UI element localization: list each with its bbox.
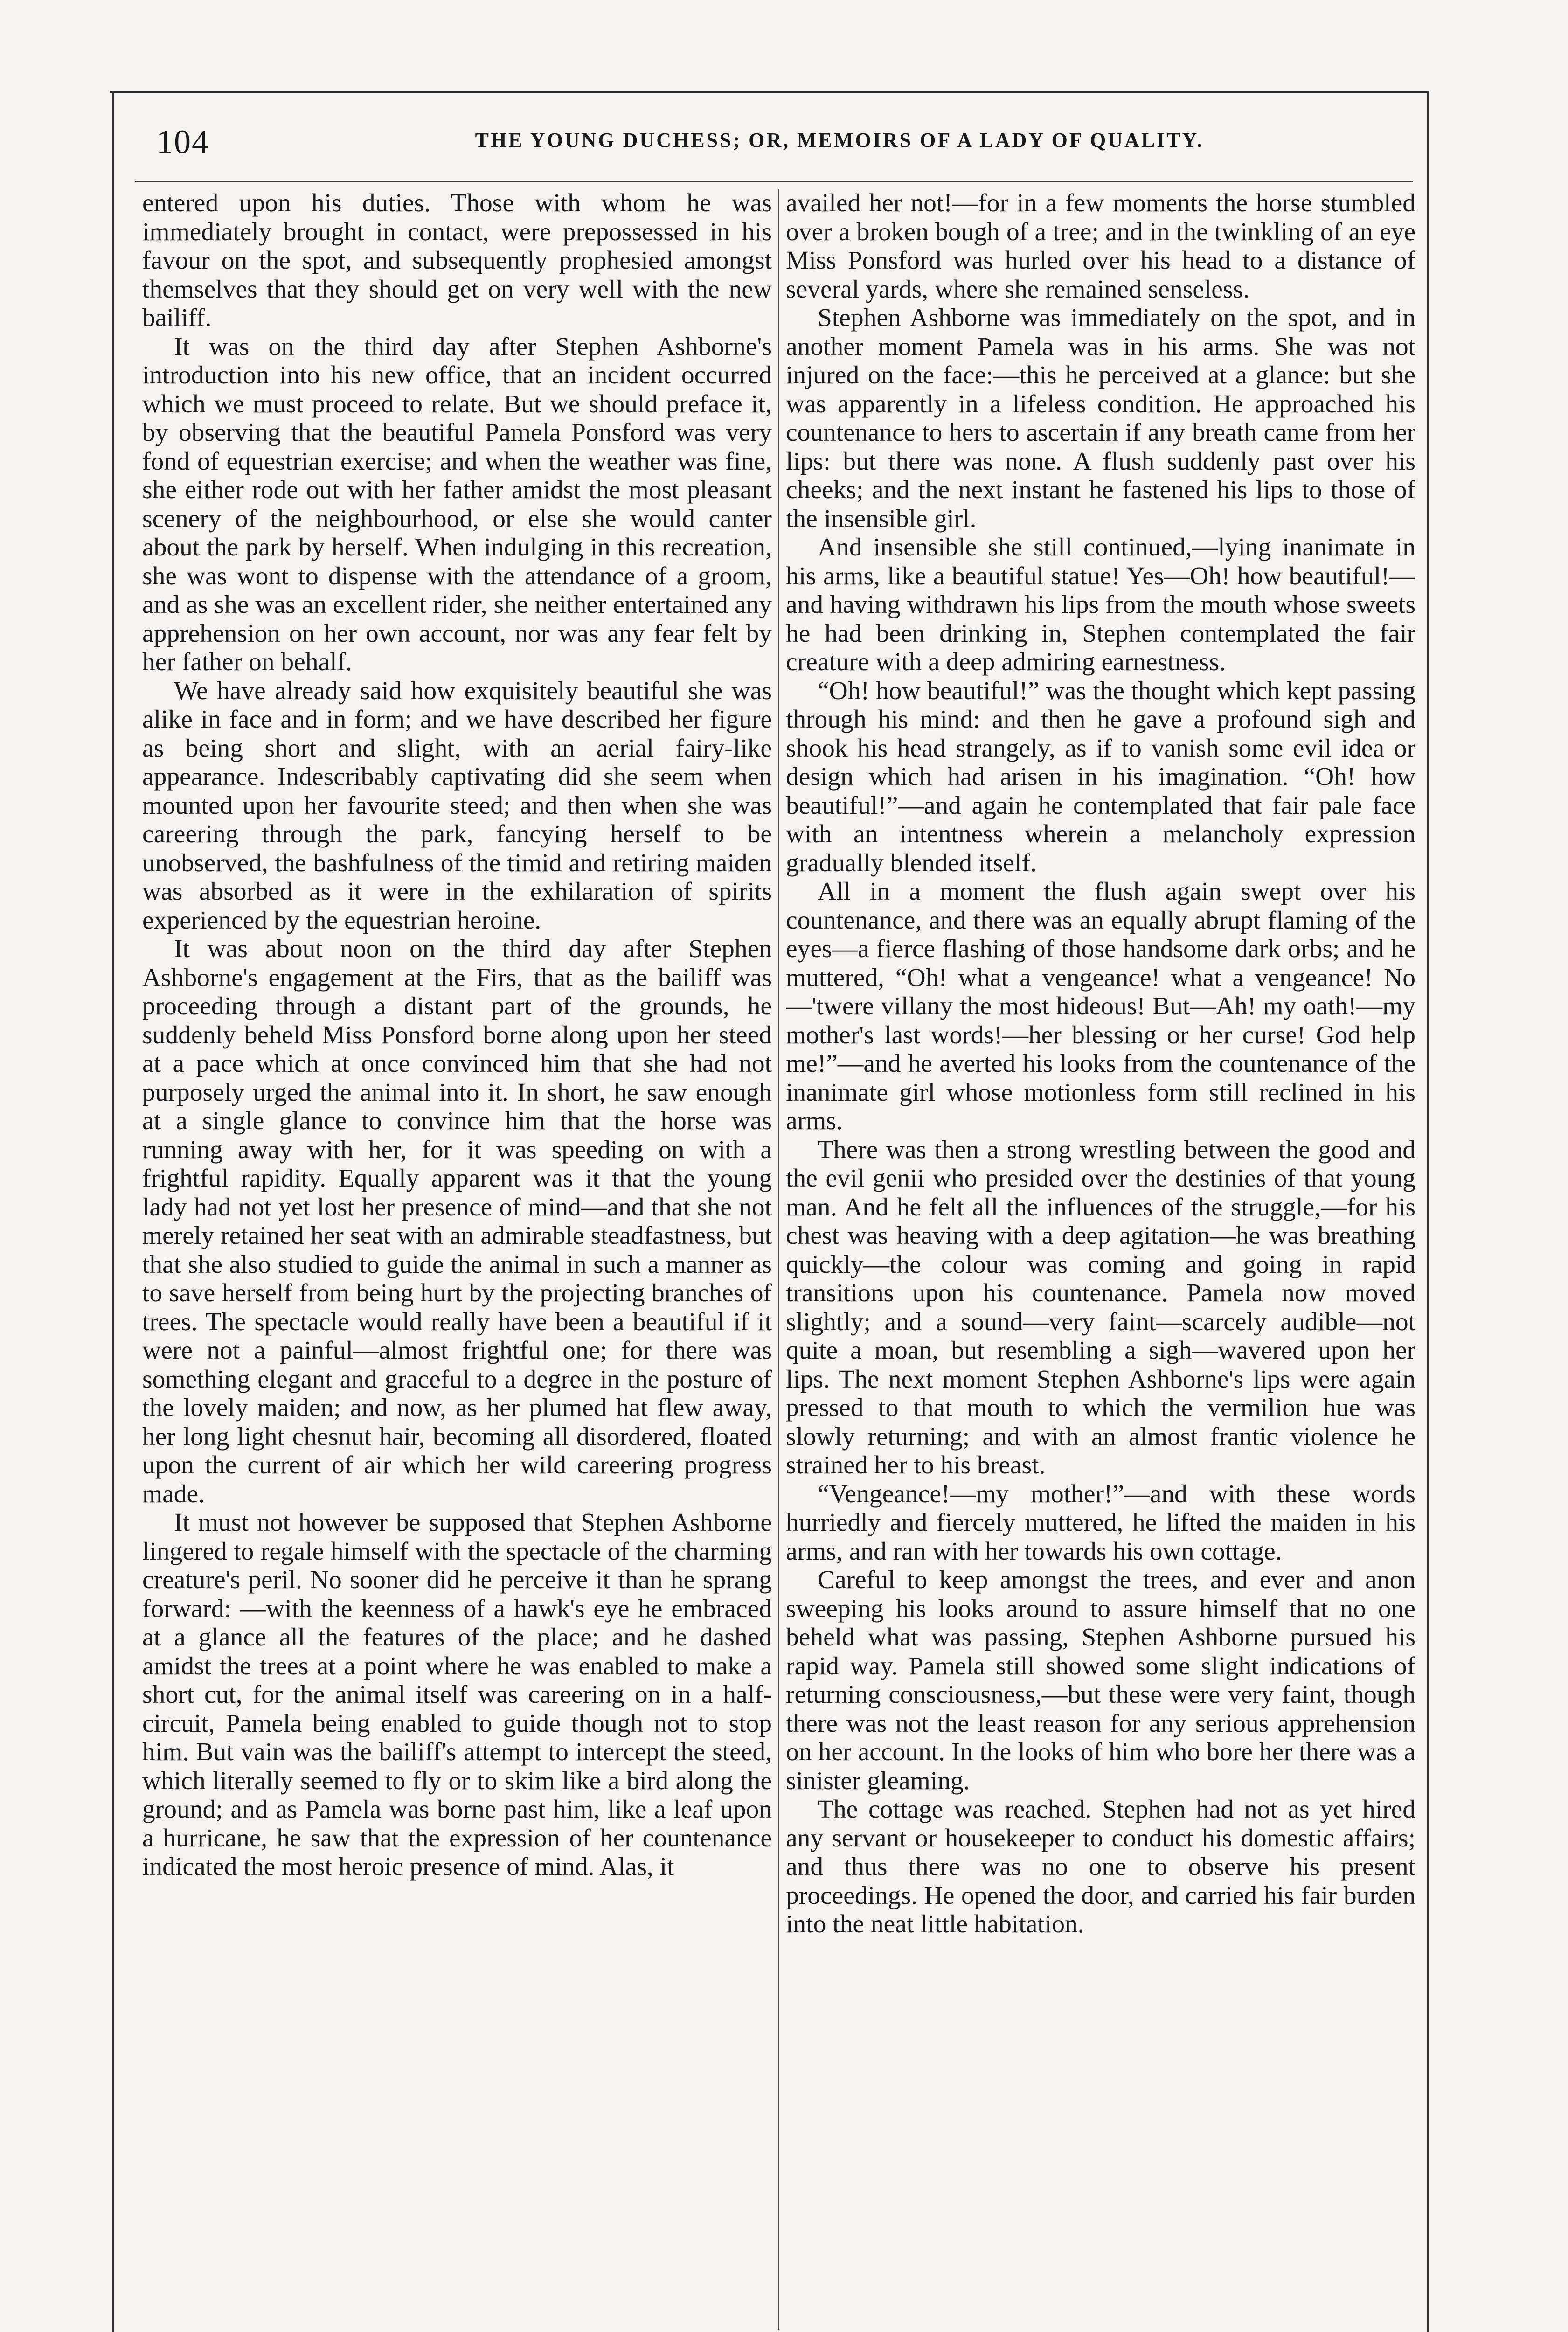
page-number: 104 (156, 123, 209, 160)
paragraph: It was on the third day after Stephen Ashborne's introduction into his new office, that an incident occurred which we must proceed to relate. But we should preface it, by observing that the beautiful Pamela Ponsford was very fond of equestrian exercise; and when the weather was fine, she either rode out with her father amidst the most pleasant scenery of the neighbourhood, or else she would canter about the park by herself. When indulging in this recreation, she was wont to dispense with the attendance of a groom, and as she was an excellent rider, she neither entertained any apprehension on her own account, nor was any fear felt by her father on behalf. (142, 332, 772, 676)
paragraph: All in a moment the flush again swept over his countenance, and there was an equally abrupt flaming of the eyes—a fierce flashing of those handsome dark orbs; and he muttered, “Oh! what a vengeance! what a vengeance! No—'twere villany the most hideous! But—Ah! my oath!—my mother's last words!—her blessing or her curse! God help me!”—and he averted his looks from the countenance of the inanimate girl whose motionless form still reclined in his arms. (786, 877, 1415, 1135)
right-border-rule (1427, 91, 1429, 2332)
paragraph: “Vengeance!—my mother!”—and with these words hurriedly and fiercely muttered, he lifted the maiden in his arms, and ran with her towards his own cottage. (786, 1479, 1415, 1566)
paragraph: availed her not!—for in a few moments the horse stumbled over a broken bough of a tree; and in the twinkling of an eye Miss Ponsford was hurled over his head to a distance of several yards, where she remained senseless. (786, 189, 1415, 304)
paragraph: entered upon his duties. Those with whom he was immediately brought in contact, were prepossessed in his favour on the spot, and subsequently prophesied amongst themselves that they should get on very well with the new bailiff. (142, 189, 772, 332)
paragraph: It was about noon on the third day after Stephen Ashborne's engagement at the Firs, that as the bailiff was proceeding through a distant part of the grounds, he suddenly beheld Miss Ponsford borne along upon her steed at a pace which at once convinced him that she had not purposely urged the animal into it. In short, he saw enough at a single glance to convince him that the horse was running away with her, for it was speeding on with a frightful rapidity. Equally apparent was it that the young lady had not yet lost her presence of mind—and that she not merely retained her seat with an admirable steadfastness, but that she also studied to guide the animal in such a manner as to save herself from being hurt by the projecting branches of trees. The spectacle would really have been a beautiful if it were not a painful—almost frightful one; for there was something elegant and graceful to a degree in the posture of the lovely maiden; and now, as her plumed hat flew away, her long light chesnut hair, becoming all disordered, floated upon the current of air which her wild careering progress made. (142, 935, 772, 1508)
header-divider (135, 181, 1413, 182)
paragraph: “Oh! how beautiful!” was the thought which kept passing through his mind: and then he gave a profound sigh and shook his head strangely, as if to vanish some evil idea or design which had arisen in his imagination. “Oh! how beautiful!”—and again he contemplated that fair pale face with an intentness wherein a melancholy expression gradually blended itself. (786, 676, 1415, 877)
paragraph: It must not however be supposed that Stephen Ashborne lingered to regale himself with the spectacle of the charming creature's peril. No sooner did he perceive it than he sprang forward: —with the keenness of a hawk's eye he embraced at a glance all the features of the place; and he dashed amidst the trees at a point where he was enabled to make a short cut, for the animal itself was careering on in a half-circuit, Pamela being enabled to guide though not to stop him. But vain was the bailiff's attempt to intercept the steed, which literally seemed to fly or to skim like a bird along the ground; and as Pamela was borne past him, like a leaf upon a hurricane, he saw that the expression of her countenance indicated the most heroic presence of mind. Alas, it (142, 1508, 772, 1881)
page-header (135, 119, 1413, 170)
column-divider (778, 189, 779, 2330)
paragraph: There was then a strong wrestling between the good and the evil genii who presided over the destinies of that young man. And he felt all the influences of the struggle,—for his chest was heaving with a deep agitation—he was breathing quickly—the colour was coming and going in rapid transitions upon his countenance. Pamela now moved slightly; and a sound—very faint—scarcely audible—not quite a moan, but resembling a sigh—wavered upon her lips. The next moment Stephen Ashborne's lips were again pressed to that mouth to which the vermilion hue was slowly returning; and with an almost frantic violence he strained her to his breast. (786, 1135, 1415, 1479)
paragraph: Stephen Ashborne was immediately on the spot, and in another moment Pamela was in his arms. She was not injured on the face:—this he perceived at a glance: but she was apparently in a lifeless condition. He approached his countenance to hers to ascertain if any breath came from her lips: but there was none. A flush suddenly past over his cheeks; and the next instant he fastened his lips to those of the insensible girl. (786, 304, 1415, 533)
paragraph: Careful to keep amongst the trees, and ever and anon sweeping his looks around to assure himself that no one beheld what was passing, Stephen Ashborne pursued his rapid way. Pamela still showed some slight indications of returning consciousness,—but these were very faint, though there was not the least reason for any serious apprehension on her account. In the looks of him who bore her there was a sinister gleaming. (786, 1566, 1415, 1795)
top-border-rule (110, 91, 1429, 93)
paragraph: The cottage was reached. Stephen had not as yet hired any servant or housekeeper to conduct his domestic affairs; and thus there was no one to observe his present proceedings. He opened the door, and carried his fair burden into the neat little habitation. (786, 1795, 1415, 1938)
text-column-right (786, 189, 1415, 2316)
text-column-left (142, 189, 772, 2316)
paragraph: And insensible she still continued,—lying inanimate in his arms, like a beautiful statue! Yes—Oh! how beautiful!—and having withdrawn his lips from the mouth whose sweets he had been drinking in, Stephen contemplated the fair creature with a deep admiring earnestness. (786, 533, 1415, 676)
left-border-rule (112, 91, 114, 2332)
running-title: THE YOUNG DUCHESS; OR, MEMOIRS OF A LADY OF QUALITY. (475, 129, 1204, 152)
paragraph: We have already said how exquisitely beautiful she was alike in face and in form; and we have described her figure as being short and slight, with an aerial fairy-like appearance. Indescribably captivating did she seem when mounted upon her favourite steed; and then when she was careering through the park, fancying herself to be unobserved, the bashfulness of the timid and retiring maiden was absorbed as it were in the exhilaration of spirits experienced by the equestrian heroine. (142, 676, 772, 935)
